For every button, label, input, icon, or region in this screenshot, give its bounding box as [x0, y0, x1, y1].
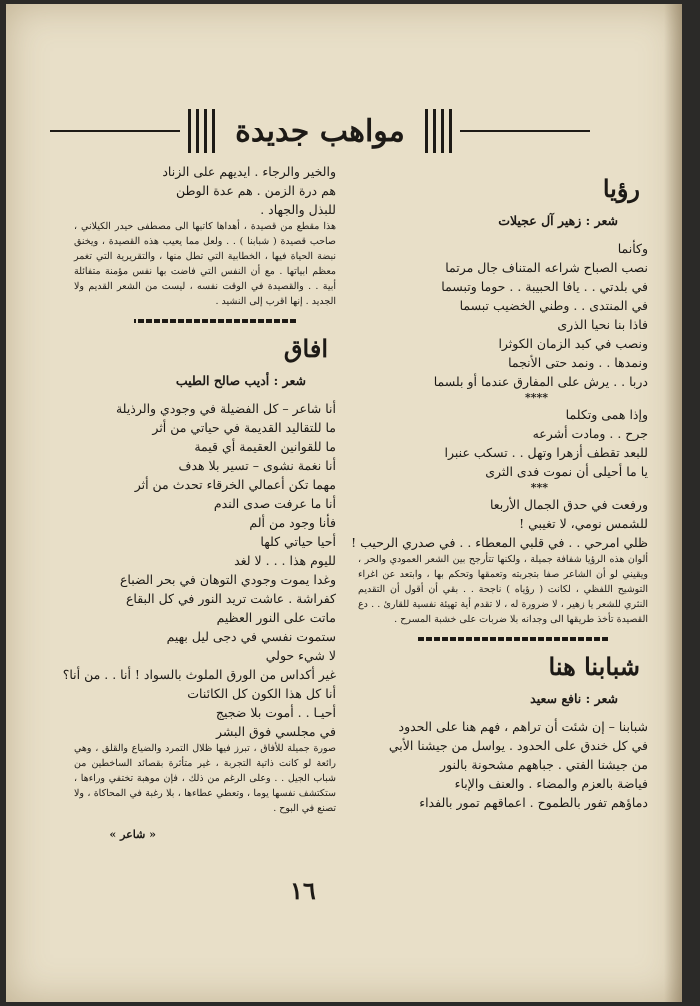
- stanza-divider: ****: [524, 391, 548, 404]
- section-divider: [134, 319, 296, 323]
- poem-line: دربا . . يرش على المفارق عندما أو بلسما: [433, 374, 648, 389]
- poem-line: غير أكداس من الورق الملوث بالسواد ! أنا . . من أنا؟: [62, 667, 336, 682]
- poem-line: والخير والرجاء . ايديهم على الزناد: [162, 164, 336, 179]
- poem-line: يا ما أحيلى أن نموت فدى الثرى: [485, 464, 648, 479]
- section-divider: [418, 637, 608, 641]
- poem-line: شبابنا – إن شئت أن تراهم ، فهم هنا على الحدود: [398, 719, 648, 734]
- poem-ruya-title: رؤيا: [602, 174, 640, 203]
- section-title: مواهب جديدة: [235, 113, 405, 149]
- page-number: ١٦: [290, 876, 316, 905]
- poem-line: لا شيء حولي: [265, 648, 336, 663]
- poem-line: كفراشة . عاشت تريد النور في كل البقاع: [125, 591, 336, 606]
- poem-line: من جيشنا الفتي . جباههم مشحونة بالنور: [440, 757, 648, 772]
- poem-line: دماؤهم تفور بالطموح . اعماقهم تمور بالفداء: [419, 795, 648, 810]
- poem-line: وغدا يموت وجودي التوهان في بحر الضباع: [119, 572, 336, 587]
- poem-line: وإذا همى وتكلما: [565, 407, 648, 422]
- poem-line: هم درة الزمن . هم عدة الوطن: [176, 183, 336, 198]
- poem-shababuna-title: شبابنا هنا: [548, 652, 640, 681]
- header-bars-right: [425, 109, 452, 153]
- poem-line: في بلدتي . . يافا الحبيبة . . حوما وتبسما: [441, 279, 648, 294]
- editor-note: صورة جميلة للأفاق ، تبرز فيها ظلال التمرد والضياع والقلق ، وهي رائعة لو كانت ذاتية التجربة ، غير متأثرة بقصائد الساخطين من شباب الجيل . . وعلى الرغم من ذلك ، فإن موهبة تختفي وراءها ، ستكتشف نفسها يوما ، وتعطي عطاءها ، بلا رغبة في المحاكاة ، ولا تصنع في البوح .: [74, 743, 336, 814]
- poem-line: ظلي امرحي . . في قلبي المعطاء . . في صدري الرحيب !: [351, 535, 648, 550]
- poem-line: أنا نغمة نشوى – تسير بلا هدف: [178, 458, 336, 473]
- poem-line: للبعد تقطف أزهرا وتهل . . تسكب عنبرا: [444, 445, 648, 460]
- poem-line: للبذل والجهاد .: [260, 202, 336, 217]
- poem-line: نصب الصباح شراعه المتناف جال مرتما: [445, 260, 648, 275]
- stanza-divider: ***: [530, 481, 548, 494]
- right-column: [351, 169, 648, 812]
- editor-note: هذا مقطع من قصيدة ، أهداها كاتبها الى مصطفى حيدر الكيلاني ، صاحب قصيدة ( شبابنا ) . . ولعل مما يعيب هذه القصيدة ، ويخنق نبضة الحياة فيها ، الخطابية التي تطل منها ، والتقريرية التي تغمر معظم ابياتها . مع أن النفس التي فاضت بها نفس مؤمنة متفائلة أبية . . والقصيدة في الوقت نفسه ، ليست من الشعر القديم ولا الجديد . إنها اقرب إلى النشيد .: [74, 221, 336, 307]
- poem-line: فياضة بالعزم والمضاء . والعنف والإباء: [454, 776, 648, 791]
- poem-line: فأنا وجود من ألم: [249, 515, 336, 530]
- poem-line: للشمس نومي، لا تغيبي !: [519, 516, 648, 531]
- poem-ruya-byline: شعر : زهير آل عجيلات: [498, 213, 618, 228]
- left-column: [62, 162, 336, 841]
- header-bars-left: [188, 109, 215, 153]
- poem-afaq-title: افاق: [283, 334, 328, 363]
- header-rule-right: [460, 130, 590, 132]
- poem-line: في كل خندق على الحدود . يواسل من جيشنا الأبي: [388, 738, 648, 753]
- poem-line: في المنتدى . . وطني الخضيب تبسما: [459, 298, 648, 313]
- poem-line: أنا ما عرفت صدى الندم: [213, 496, 336, 511]
- poem-line: أنا شاعر – كل الفضيلة في وجودي والرذيلة: [115, 401, 336, 416]
- poem-afaq-byline: شعر : أديب صالح الطيب: [175, 373, 306, 388]
- poem-line: لليوم هذا . . . لا لغد: [234, 553, 336, 568]
- poem-line: ما للتقاليد القديمة في حياتي من أثر: [152, 420, 336, 435]
- poem-line: فاذا بنا نحيا الذرى: [557, 317, 648, 332]
- poem-line: أحيا حياتي كلها: [260, 534, 336, 549]
- poem-line: ستموت نفسي في دجى ليل بهيم: [166, 629, 336, 644]
- section-header: [50, 104, 590, 158]
- signature: « شاعر »: [109, 828, 156, 841]
- poem-line: ما للقوانين العقيمة أي قيمة: [194, 439, 336, 454]
- editor-note: ألوان هذه الرؤيا شفافة جميلة ، ولكنها تتأرجح بين الشعر العمودي والحر ، ويقيني لو أن الشاعر صفا بتجربته وتعمقها وتحكم بها ، وابتعد عن اغراء التوشيح اللفظي ، لكانت ( رؤياه ) ناجحة . . بقي أن أقول أن التقديم النثري للشعر يا زهير ، لا ضرورة له ، لا تقدم أية تهيئة نفسية للقارئ . . دع القصيدة تأخذ طريقها الى وجدانه بلا ضربات على خشبة المسرح .: [358, 554, 648, 625]
- poem-line: في مجلسي فوق البشر: [215, 724, 336, 739]
- poem-line: ماتت على النور العظيم: [216, 610, 336, 625]
- poem-line: أحيـا . . أموت بلا ضجيج: [215, 705, 336, 720]
- poem-line: ونصب في كبد الزمان الكوثرا: [498, 336, 648, 351]
- poem-line: أنا كل هذا الكون كل الكائنات: [187, 686, 336, 701]
- poem-line: مهما تكن أعمالي الخرقاء تحدث من أثر: [134, 477, 336, 492]
- poem-line: ورفعت في حدق الجمال الأربعا: [489, 497, 648, 512]
- header-rule-left: [50, 130, 180, 132]
- poem-line: وكأنما: [617, 241, 648, 256]
- poem-line: جرح . . ومادت أشرعه: [532, 426, 648, 441]
- poem-shababuna-byline: شعر : نافع سعيد: [530, 691, 618, 706]
- poem-line: ونمدها . . ونمد حتى الأنجما: [508, 355, 648, 370]
- magazine-page: [6, 4, 682, 1002]
